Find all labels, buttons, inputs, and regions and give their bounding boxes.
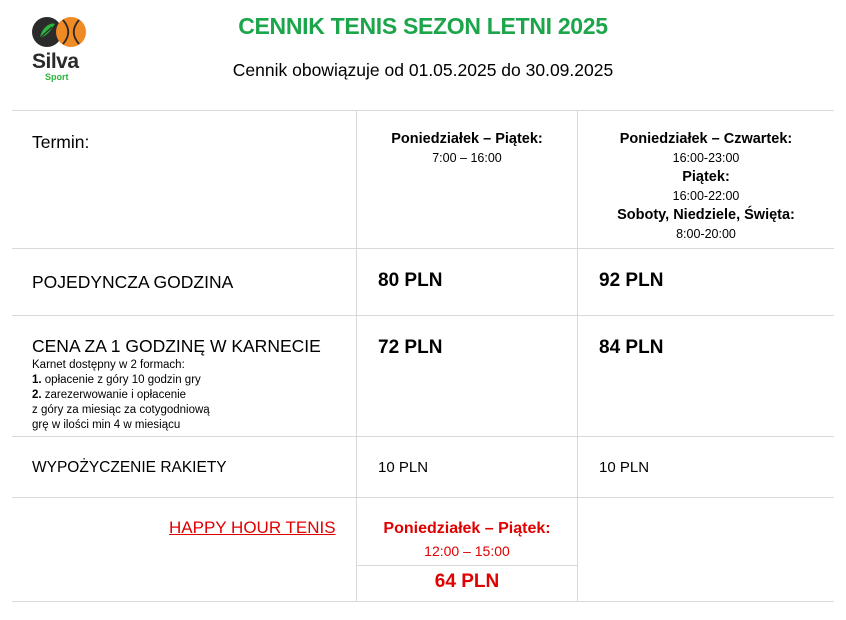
- row-divider: [12, 315, 834, 316]
- table-border-top: [12, 110, 834, 111]
- racket-rental-label: WYPOŻYCZENIE RAKIETY: [32, 459, 227, 476]
- validity-period: Cennik obowiązuje od 01.05.2025 do 30.09.2025: [232, 60, 614, 80]
- pass-note-intro: Karnet dostępny w 2 formach:: [32, 359, 185, 371]
- days-label: Soboty, Niedziele, Święta:: [617, 207, 795, 223]
- logo-subtext: Sport: [45, 72, 69, 82]
- option-text: zarezerwowanie i opłacenie: [41, 389, 187, 401]
- hours-label: 7:00 – 16:00: [432, 151, 502, 165]
- pass-option-1: [32, 373, 332, 388]
- option-number: 2.: [32, 389, 42, 401]
- row-divider: [12, 497, 834, 498]
- single-hour-price-peak: 92 PLN: [599, 270, 664, 291]
- table-border-bottom: [12, 601, 834, 602]
- racket-rental-price-peak: 10 PLN: [599, 459, 650, 476]
- page-title: CENNIK TENIS SEZON LETNI 2025: [238, 13, 608, 39]
- peak-hours-header: [578, 130, 834, 244]
- row-divider: [12, 436, 834, 437]
- racket-rental-price-offpeak: 10 PLN: [378, 459, 429, 476]
- option-text: opłacenie z góry 10 godzin gry: [41, 374, 201, 386]
- logo-wordmark: Silva: [32, 50, 79, 73]
- happy-hour-schedule: [357, 518, 577, 562]
- pass-option-2-line2: z góry za miesiąc za cotygodniową: [32, 404, 210, 416]
- single-hour-label: POJEDYNCZA GODZINA: [32, 272, 234, 292]
- days-label: Poniedziałek – Czwartek:: [619, 131, 793, 147]
- happy-hour-price: 64 PLN: [434, 571, 500, 592]
- row-divider: [12, 248, 834, 249]
- termin-label: Termin:: [32, 132, 90, 152]
- happy-hour-label: HAPPY HOUR TENIS: [169, 518, 336, 537]
- pass-option-2: [32, 388, 332, 403]
- weekday-morning-header: [357, 130, 577, 168]
- pass-price-offpeak: 72 PLN: [378, 337, 443, 358]
- pass-option-2-line3: grę w ilości min 4 w miesiącu: [32, 419, 181, 431]
- pass-price-label: CENA ZA 1 GODZINĘ W KARNECIE: [32, 336, 321, 356]
- days-label: Poniedziałek – Piątek:: [391, 131, 543, 147]
- happy-hour-divider: [357, 565, 578, 566]
- happy-hour-days: Poniedziałek – Piątek:: [383, 520, 551, 537]
- hours-label: 16:00-22:00: [672, 189, 740, 203]
- option-number: 1.: [32, 374, 42, 386]
- days-label: Piątek:: [682, 169, 730, 185]
- happy-hour-hours: 12:00 – 15:00: [424, 543, 510, 559]
- pass-note: [32, 358, 332, 433]
- hours-label: 16:00-23:00: [672, 151, 740, 165]
- single-hour-price-offpeak: 80 PLN: [378, 270, 443, 291]
- hours-label: 8:00-20:00: [676, 227, 736, 241]
- pass-price-peak: 84 PLN: [599, 337, 664, 358]
